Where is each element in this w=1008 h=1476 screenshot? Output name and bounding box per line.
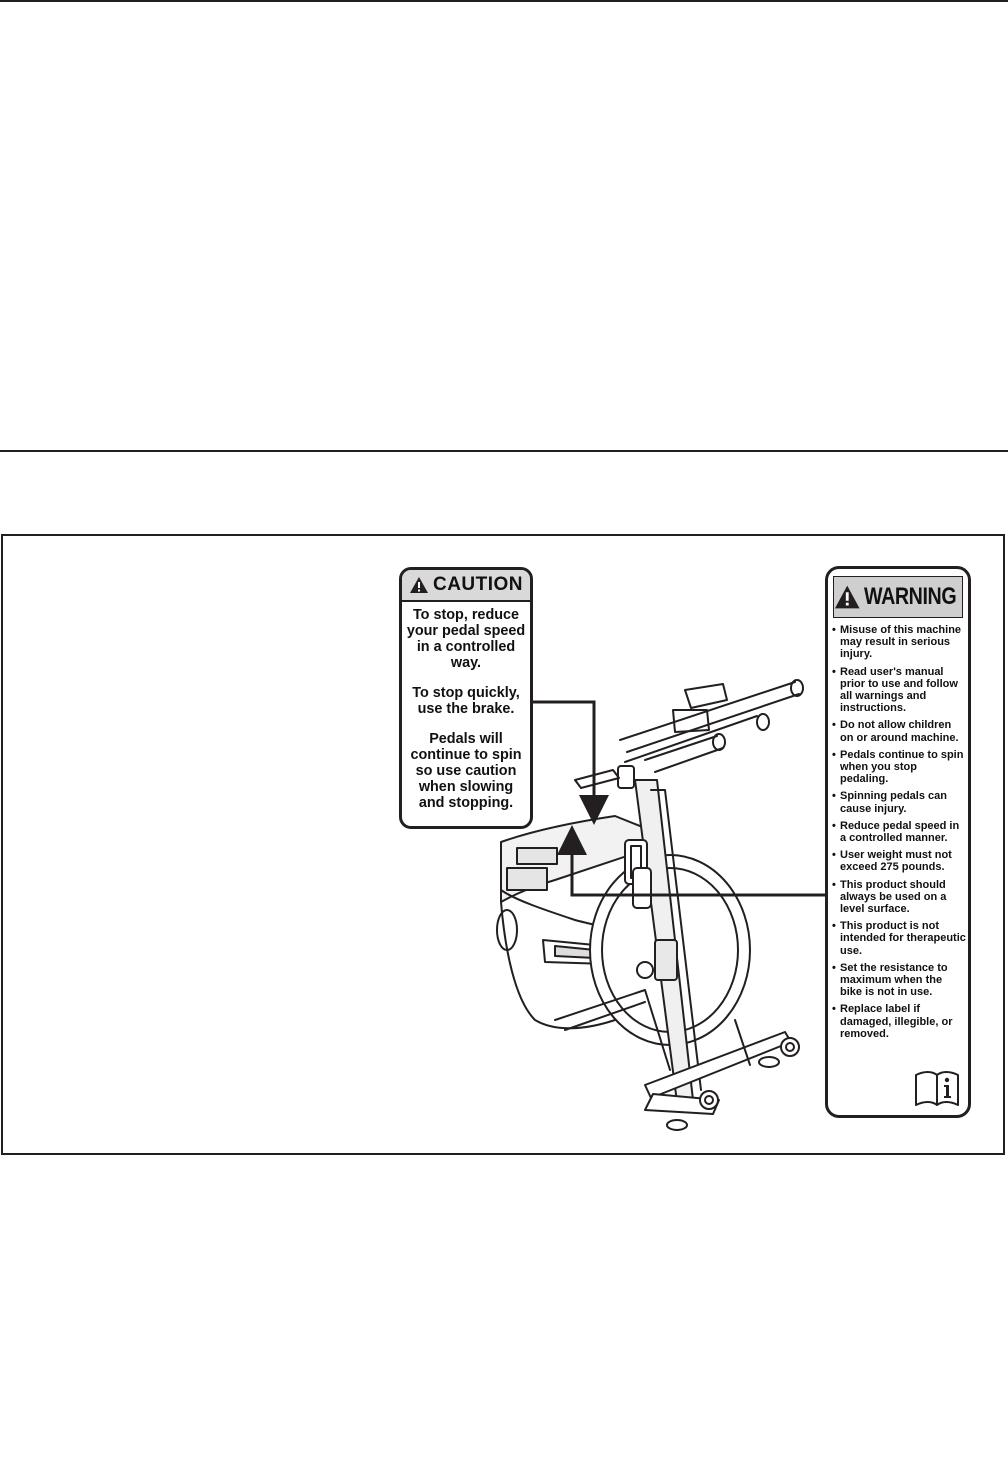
warning-item: • Spinning pedals can cause injury. <box>832 790 966 814</box>
warning-item: • User weight must not exceed 275 pounds. <box>832 849 966 873</box>
warning-item: • Read user's manual prior to use and follow all warnings and instructions. <box>832 666 966 715</box>
caution-paragraph: To stop quickly, use the brake. <box>412 685 520 717</box>
warning-item: • Pedals continue to spin when you stop pedaling. <box>832 749 966 786</box>
warning-header <box>833 576 963 618</box>
warning-triangle-icon <box>409 576 429 594</box>
warning-item: • This product should always be used on a level surface. <box>832 879 966 916</box>
caution-paragraph: Pedals will continue to spin so use caution when slowing and stopping. <box>410 731 522 811</box>
warning-item: • Misuse of this machine may result in serious injury. <box>832 624 966 661</box>
warning-item: • Set the resistance to maximum when the bike is not in use. <box>832 962 966 999</box>
warning-item: • This product is not intended for therapeutic use. <box>832 920 966 957</box>
read-manual-icon <box>914 1069 960 1107</box>
caution-label <box>399 567 533 829</box>
warning-item: • Do not allow children on or around machine. <box>832 719 966 743</box>
warning-item: • Reduce pedal speed in a controlled manner. <box>832 820 966 844</box>
leader-lines <box>530 690 830 900</box>
top-rule <box>0 0 1008 2</box>
section-divider <box>0 450 1008 452</box>
warning-list <box>828 624 968 1040</box>
caution-paragraph: To stop, reduce your pedal speed in a controlled way. <box>406 607 526 671</box>
caution-header <box>402 570 530 602</box>
caution-text <box>402 602 530 811</box>
caution-title: CAUTION <box>432 574 524 595</box>
warning-triangle-icon <box>834 584 861 610</box>
warning-label <box>825 566 971 1118</box>
warning-item: • Replace label if damaged, illegible, or removed. <box>832 1003 966 1040</box>
warning-title: WARNING <box>863 583 956 610</box>
